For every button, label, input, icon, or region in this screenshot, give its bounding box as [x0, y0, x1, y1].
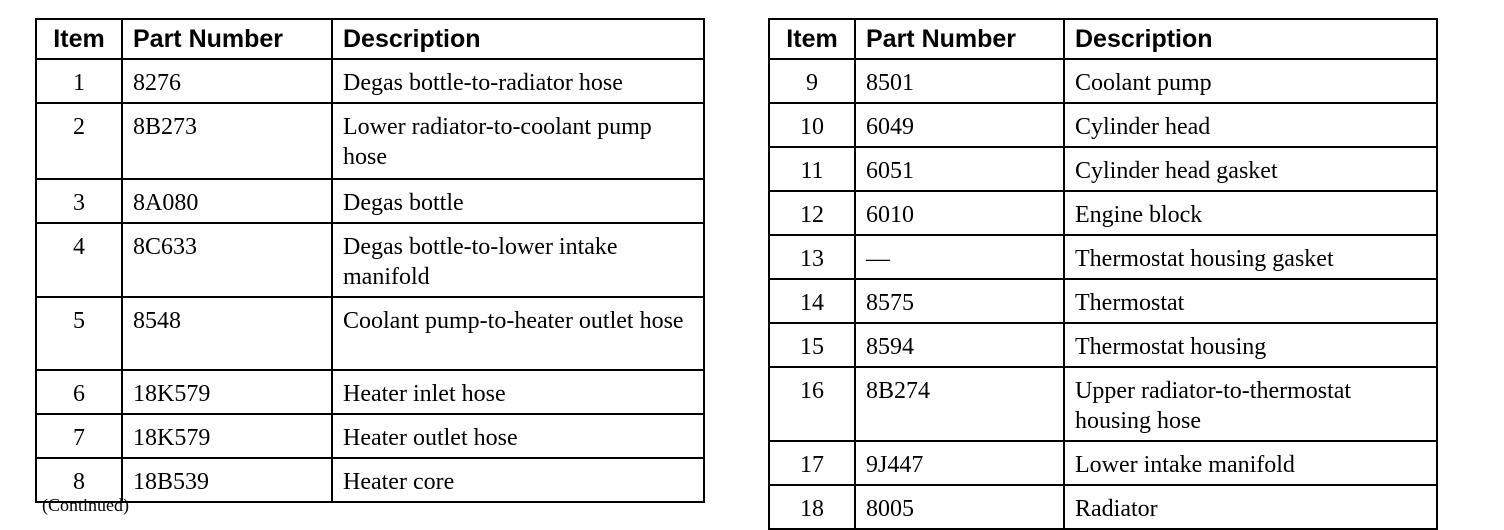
description-cell: Thermostat housing	[1064, 323, 1437, 367]
item-cell: 16	[769, 367, 855, 441]
part-number-cell: 8005	[855, 485, 1064, 529]
table-row	[769, 147, 1437, 191]
part-number-cell: 18K579	[122, 414, 332, 458]
description-column-header: Description	[332, 19, 704, 59]
description-cell: Heater outlet hose	[332, 414, 704, 458]
table-row	[36, 458, 704, 502]
description-cell: Degas bottle-to-radiator hose	[332, 59, 704, 103]
part-number-cell: 8548	[122, 297, 332, 370]
table-row	[769, 235, 1437, 279]
part-number-cell: 8501	[855, 59, 1064, 103]
part-number-cell: 8B273	[122, 103, 332, 179]
table-row	[769, 191, 1437, 235]
description-cell: Engine block	[1064, 191, 1437, 235]
item-cell: 7	[36, 414, 122, 458]
parts-table-right	[768, 18, 1438, 530]
description-cell: Radiator	[1064, 485, 1437, 529]
table-row	[36, 370, 704, 414]
description-cell: Lower radiator-to-coolant pump hose	[332, 103, 704, 179]
description-column-header: Description	[1064, 19, 1437, 59]
item-cell: 1	[36, 59, 122, 103]
item-cell: 17	[769, 441, 855, 485]
item-cell: 15	[769, 323, 855, 367]
parts-table-left	[35, 18, 705, 503]
part-number-cell: 6049	[855, 103, 1064, 147]
part-number-cell: 8C633	[122, 223, 332, 297]
part-number-cell: 8276	[122, 59, 332, 103]
description-cell: Thermostat	[1064, 279, 1437, 323]
part-number-cell: 6051	[855, 147, 1064, 191]
part-number-cell: 6010	[855, 191, 1064, 235]
part-number-column-header: Part Number	[122, 19, 332, 59]
item-column-header: Item	[36, 19, 122, 59]
description-cell: Heater core	[332, 458, 704, 502]
table-row	[769, 279, 1437, 323]
item-cell: 18	[769, 485, 855, 529]
description-cell: Lower intake manifold	[1064, 441, 1437, 485]
part-number-column-header: Part Number	[855, 19, 1064, 59]
item-cell: 11	[769, 147, 855, 191]
description-cell: Cylinder head gasket	[1064, 147, 1437, 191]
part-number-cell: 9J447	[855, 441, 1064, 485]
description-cell: Upper radiator-to-thermostat housing hose	[1064, 367, 1437, 441]
part-number-cell: 8A080	[122, 179, 332, 223]
table-row	[36, 59, 704, 103]
table-row	[36, 297, 704, 370]
table-header-row	[36, 19, 704, 59]
table-row	[769, 103, 1437, 147]
table-row	[769, 485, 1437, 529]
part-number-cell: 8594	[855, 323, 1064, 367]
part-number-cell: 18K579	[122, 370, 332, 414]
description-cell: Degas bottle-to-lower intake manifold	[332, 223, 704, 297]
item-cell: 12	[769, 191, 855, 235]
table-row	[36, 414, 704, 458]
part-number-cell: 8575	[855, 279, 1064, 323]
continued-note: (Continued)	[42, 495, 129, 515]
item-cell: 4	[36, 223, 122, 297]
description-cell: Degas bottle	[332, 179, 704, 223]
item-cell: 6	[36, 370, 122, 414]
table-row	[36, 223, 704, 297]
item-cell: 2	[36, 103, 122, 179]
description-cell: Thermostat housing gasket	[1064, 235, 1437, 279]
description-cell: Heater inlet hose	[332, 370, 704, 414]
table-row	[769, 367, 1437, 441]
table-row	[36, 103, 704, 179]
item-cell: 5	[36, 297, 122, 370]
description-cell: Coolant pump	[1064, 59, 1437, 103]
item-cell: 10	[769, 103, 855, 147]
table-row	[769, 59, 1437, 103]
item-cell: 9	[769, 59, 855, 103]
description-cell: Cylinder head	[1064, 103, 1437, 147]
part-number-cell: 8B274	[855, 367, 1064, 441]
table-row	[769, 323, 1437, 367]
item-column-header: Item	[769, 19, 855, 59]
part-number-cell: 18B539	[122, 458, 332, 502]
table-row	[769, 441, 1437, 485]
item-cell: 13	[769, 235, 855, 279]
item-cell: 3	[36, 179, 122, 223]
item-cell: 14	[769, 279, 855, 323]
item-cell: 8	[36, 458, 122, 502]
part-number-cell: —	[855, 235, 1064, 279]
table-row	[36, 179, 704, 223]
description-cell: Coolant pump-to-heater outlet hose	[332, 297, 704, 370]
table-header-row	[769, 19, 1437, 59]
